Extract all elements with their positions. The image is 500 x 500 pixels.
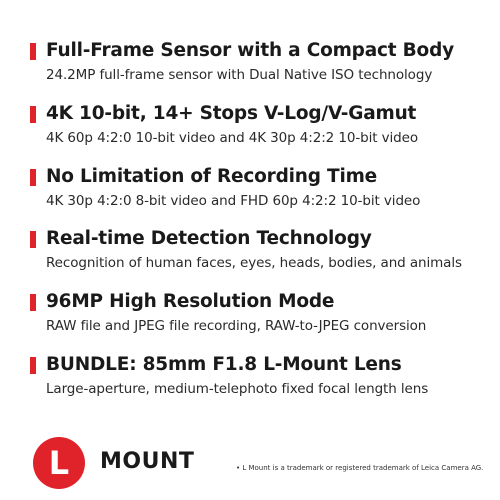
feature-item: [30, 101, 490, 164]
feature-title: Real-time Detection Technology: [46, 228, 372, 250]
feature-description: Large-aperture, medium-telephoto fixed focal length lens: [46, 380, 429, 397]
feature-description: Recognition of human faces, eyes, heads, bodies, and animals: [46, 255, 462, 272]
feature-title: 96MP High Resolution Mode: [46, 291, 335, 313]
feature-description: 4K 60p 4:2:0 10-bit video and 4K 30p 4:2:2 10-bit video: [46, 129, 418, 146]
bullet-marker: [30, 294, 36, 311]
trademark-footnote: • L Mount is a trademark or registered trademark of Leica Camera AG.: [236, 464, 484, 472]
feature-description: 4K 30p 4:2:0 8-bit video and FHD 60p 4:2:2 10-bit video: [46, 192, 421, 209]
feature-item: [30, 164, 490, 227]
bullet-marker: [30, 231, 36, 248]
feature-item: [30, 226, 490, 289]
feature-description: 24.2MP full-frame sensor with Dual Native ISO technology: [46, 67, 433, 83]
feature-item: [30, 38, 490, 101]
feature-title: BUNDLE: 85mm F1.8 L-Mount Lens: [46, 353, 402, 375]
bullet-marker: [30, 169, 36, 186]
feature-description: RAW file and JPEG file recording, RAW-to-JPEG conversion: [46, 318, 427, 335]
feature-item: [30, 289, 490, 352]
mount-label: MOUNT: [100, 449, 195, 474]
feature-list: [30, 38, 490, 415]
bullet-marker: [30, 106, 36, 123]
feature-title: No Limitation of Recording Time: [46, 165, 378, 187]
l-mount-logo-icon: [33, 437, 85, 489]
bullet-marker: [30, 43, 36, 60]
feature-item: [30, 352, 490, 415]
feature-title: Full-Frame Sensor with a Compact Body: [46, 40, 454, 61]
feature-title: 4K 10-bit, 14+ Stops V-Log/V-Gamut: [46, 102, 417, 124]
bullet-marker: [30, 357, 36, 374]
logo-letter: L: [48, 444, 70, 482]
